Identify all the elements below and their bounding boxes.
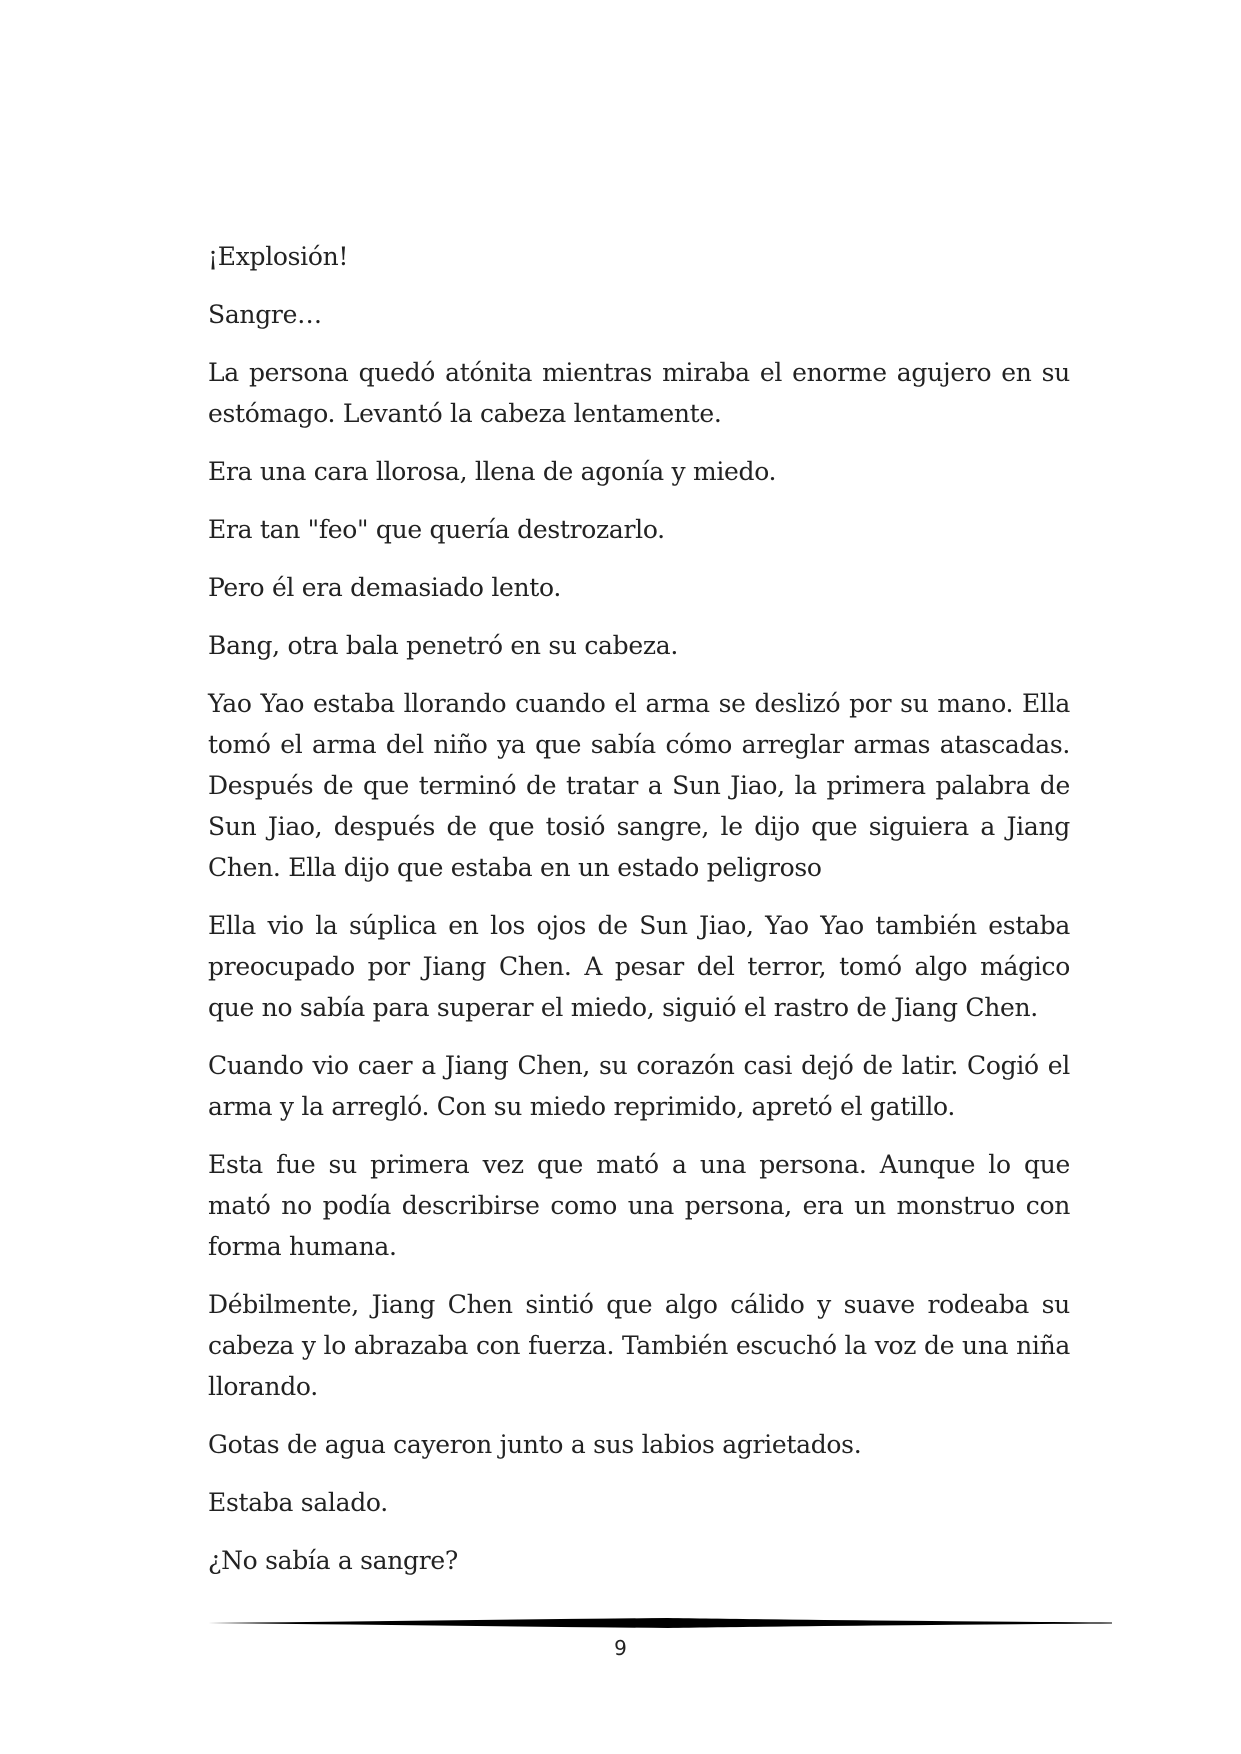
page-number: 9 <box>614 1636 627 1660</box>
paragraph: Gotas de agua cayeron junto a sus labios agrietados. <box>208 1430 862 1459</box>
paragraph: Era tan "feo" que quería destrozarlo. <box>208 515 665 544</box>
paragraph: Estaba salado. <box>208 1488 388 1517</box>
paragraph: Esta fue su primera vez que mató a una persona. Aunque lo que mató no podía describirse como una persona, era un monstruo con forma humana. <box>208 1150 1070 1261</box>
paragraph: ¡Explosión! <box>208 242 349 271</box>
paragraph: Ella vio la súplica en los ojos de Sun Jiao, Yao Yao también estaba preocupado por Jiang Chen. A pesar del terror, tomó algo mágico que no sabía para superar el miedo, siguió el rastro de Jiang Chen. <box>208 911 1070 1022</box>
paragraph: Pero él era demasiado lento. <box>208 573 562 602</box>
paragraph: Cuando vio caer a Jiang Chen, su corazón casi dejó de latir. Cogió el arma y la arregló. Con su miedo reprimido, apretó el gatillo. <box>208 1051 1070 1121</box>
paragraph: Bang, otra bala penetró en su cabeza. <box>208 631 678 660</box>
paragraph: Era una cara llorosa, llena de agonía y miedo. <box>208 457 777 486</box>
paragraph: ¿No sabía a sangre? <box>208 1546 459 1575</box>
body-text <box>208 236 1070 1598</box>
paragraph: Sangre… <box>208 300 322 329</box>
paragraph: La persona quedó atónita mientras miraba el enorme agujero en su estómago. Levantó la cabeza lentamente. <box>208 358 1070 428</box>
paragraph: Débilmente, Jiang Chen sintió que algo cálido y suave rodeaba su cabeza y lo abrazaba con fuerza. También escuchó la voz de una niña llorando. <box>208 1290 1070 1401</box>
paragraph: Yao Yao estaba llorando cuando el arma se deslizó por su mano. Ella tomó el arma del niño ya que sabía cómo arreglar armas atascadas. Después de que terminó de tratar a Sun Jiao, la primera palabra de Sun Jiao, después de que tosió sangre, le dijo que siguiera a Jiang Chen. Ella dijo que estaba en un estado peligroso <box>208 689 1070 882</box>
footer-divider <box>208 1617 1112 1629</box>
